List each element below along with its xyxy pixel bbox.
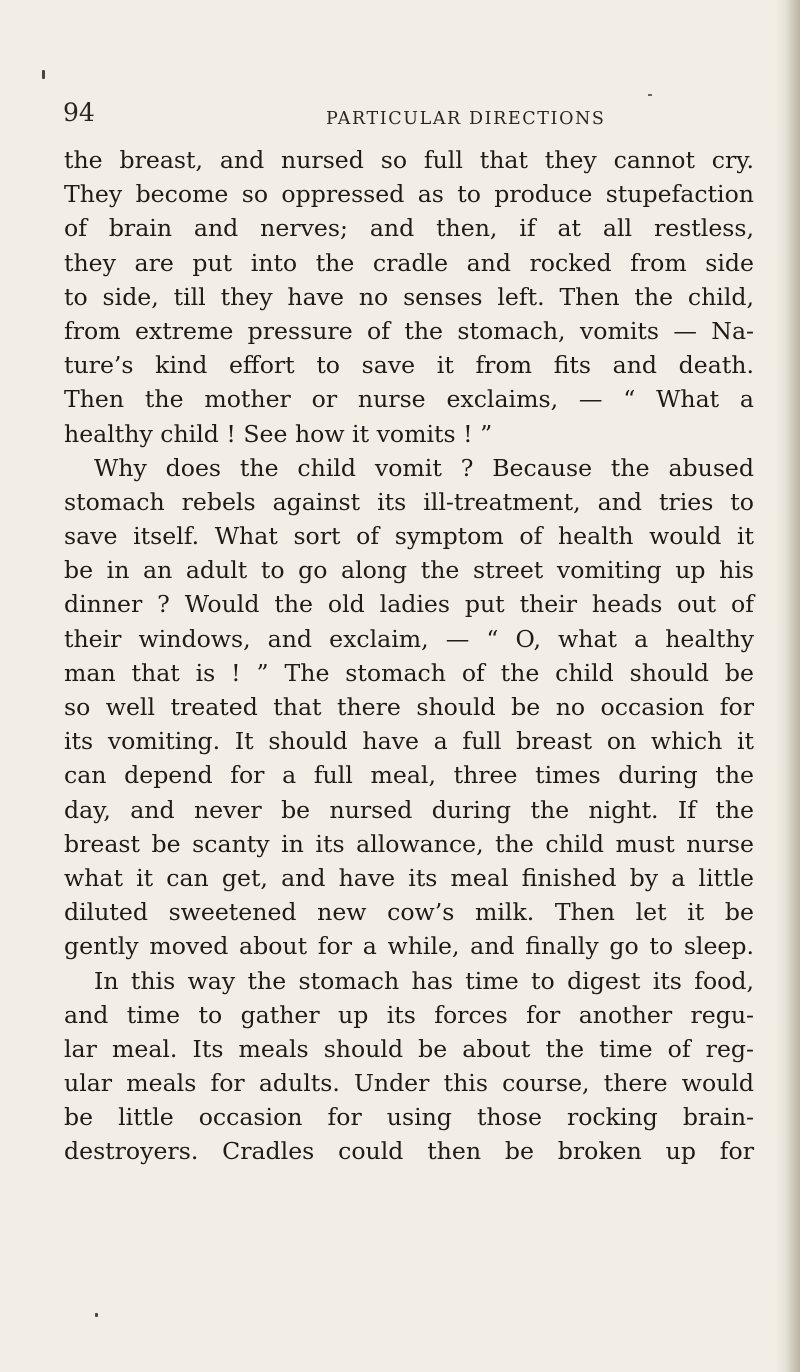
text-line: its vomiting. It should have a full breast on which it	[64, 727, 754, 756]
text-line: destroyers. Cradles could then be broken up for	[64, 1137, 754, 1166]
text-line: what it can get, and have its meal finished by a little	[64, 863, 754, 892]
text-line: They become so oppressed as to produce stupefaction	[64, 180, 754, 209]
text-line: dinner ? Would the old ladies put their heads out of	[64, 590, 754, 619]
text-line: gently moved about for a while, and finally go to sleep.	[64, 932, 754, 961]
text-line: breast be scanty in its allowance, the child must nurse	[64, 829, 754, 858]
text-line: can depend for a full meal, three times during the	[64, 761, 754, 790]
text-line: be little occasion for using those rocking brain-	[64, 1103, 754, 1132]
text-line: so well treated that there should be no occasion for	[64, 693, 754, 721]
ink-speck	[648, 94, 652, 96]
text-line: man that is ! ” The stomach of the child should be	[64, 658, 754, 687]
text-line: and time to gather up its forces for another regu-	[64, 1000, 754, 1029]
page-edge-shadow	[786, 0, 800, 1372]
text-line: be in an adult to go along the street vomiting up his	[64, 556, 754, 585]
text-line: stomach rebels against its ill-treatment, and tries to	[64, 487, 754, 516]
text-line: their windows, and exclaim, — “ O, what a healthy	[64, 624, 754, 653]
text-line: Why does the child vomit ? Because the abused	[94, 453, 754, 482]
text-line: Then the mother or nurse exclaims, — “ What a	[64, 385, 754, 414]
text-line: diluted sweetened new cow’s milk. Then let it be	[64, 898, 754, 927]
text-line: day, and never be nursed during the night. If the	[64, 795, 754, 824]
text-line: ture’s kind effort to save it from fits and death.	[64, 351, 754, 380]
text-line: the breast, and nursed so full that they cannot cry.	[64, 146, 754, 174]
text-line: ular meals for adults. Under this course, there would	[64, 1069, 754, 1098]
ink-speck	[95, 1313, 98, 1317]
text-line: to side, till they have no senses left. Then the child,	[64, 282, 754, 311]
ink-speck	[42, 70, 45, 79]
text-line: they are put into the cradle and rocked from side	[64, 248, 754, 277]
text-line: of brain and nerves; and then, if at all restless,	[64, 214, 754, 243]
text-line: In this way the stomach has time to digest its food,	[94, 966, 754, 995]
body-text	[64, 143, 754, 1169]
text-line: lar meal. Its meals should be about the time of reg-	[64, 1034, 754, 1063]
text-line: from extreme pressure of the stomach, vomits — Na-	[64, 316, 754, 345]
page-number: 94	[63, 98, 95, 127]
running-head: PARTICULAR DIRECTIONS	[326, 109, 606, 129]
text-line: save itself. What sort of symptom of health would it	[64, 522, 754, 551]
text-line: healthy child ! See how it vomits ! ”	[64, 419, 493, 448]
